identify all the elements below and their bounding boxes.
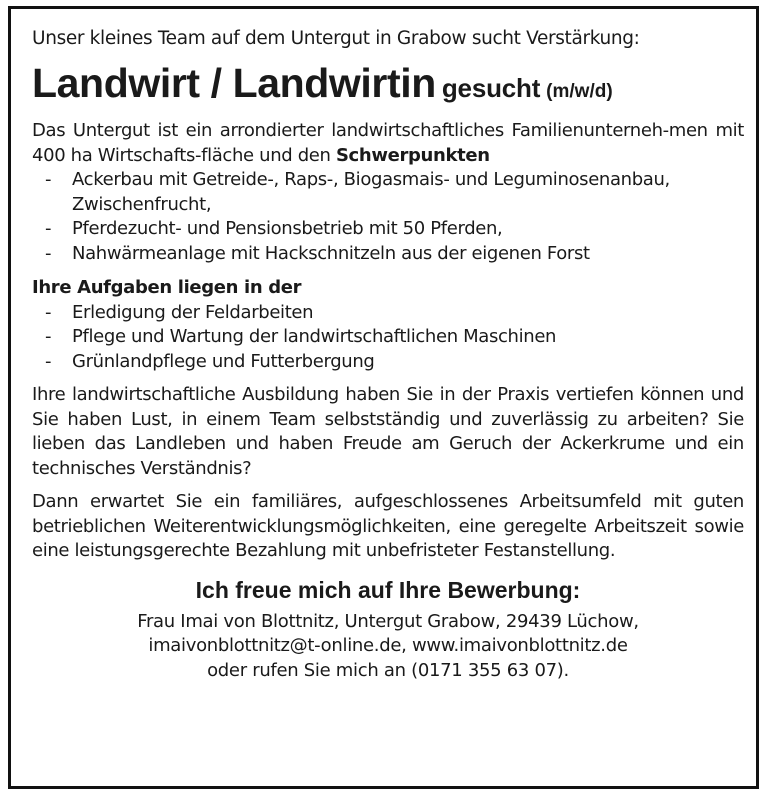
offer-paragraph: Dann erwartet Sie ein familiäres, aufgeschlossenes Arbeitsumfeld mit guten betrieblichen Weiterentwicklungsmöglichkeiten, eine geregelte Arbeitszeit sowie eine leistungsgerechte Bezahlung mit unbefristeter Festanstellung. (32, 491, 744, 561)
job-title: Landwirt / Landwirtin (32, 60, 436, 106)
dash-bullet: - (45, 301, 52, 323)
ad-frame (8, 6, 759, 789)
focus-list (32, 168, 744, 266)
dash-bullet: - (45, 326, 52, 347)
profile-paragraph: Ihre landwirtschaftliche Ausbildung haben Sie in der Praxis vertiefen können und Sie haben Lust, in einem Team selbstständig und zuverlässig zu arbeiten? Sie lieben das Landleben und haben Freude am Geruch der Ackerkrume und ein technisches Verständnis? (32, 384, 744, 479)
job-headline (32, 57, 744, 109)
list-item (32, 168, 744, 217)
list-item-text: Pflege und Wartung der landwirtschaftlichen Maschinen (72, 326, 557, 347)
dash-bullet: - (45, 169, 52, 190)
list-item (32, 325, 744, 350)
gender-note: (m/w/d) (546, 81, 613, 102)
focus-label: Schwerpunkten (335, 144, 490, 166)
contact-address: Frau Imai von Blottnitz, Untergut Grabow, 29439 Lüchow, (137, 610, 639, 632)
company-text: Das Untergut ist ein arrondierter landwirtschaftliches Familienunterneh-men mit 400 ha Wirtschafts-fläche und den (32, 120, 744, 166)
tasks-heading: Ihre Aufgaben liegen in der (32, 277, 302, 298)
list-item-text: Ackerbau mit Getreide-, Raps-, Biogasmais- und Leguminosenanbau, Zwischenfrucht, (72, 169, 670, 215)
list-item (32, 242, 744, 267)
contact-phone: oder rufen Sie mich an (0171 355 63 07). (207, 659, 569, 681)
contact-web: imaivonblottnitz@t-online.de, www.imaivonblottnitz.de (148, 635, 628, 656)
closing-heading: Ich freue mich auf Ihre Bewerbung: (195, 576, 581, 603)
list-item-text: Grünlandpflege und Futterbergung (72, 350, 375, 372)
dash-bullet: - (45, 242, 52, 264)
ad-content (32, 27, 744, 683)
dash-bullet: - (45, 350, 52, 372)
list-item-text: Nahwärmeanlage mit Hackschnitzeln aus der eigenen Forst (72, 242, 590, 264)
headline-suffix: gesucht (441, 73, 541, 103)
list-item-text: Pferdezucht- und Pensionsbetrieb mit 50 Pferden, (72, 218, 503, 239)
company-description (32, 119, 744, 168)
list-item-text: Erledigung der Feldarbeiten (72, 301, 314, 323)
list-item (32, 301, 744, 326)
intro-line: Unser kleines Team auf dem Untergut in Grabow sucht Verstärkung: (32, 28, 640, 49)
tasks-list (32, 301, 744, 375)
dash-bullet: - (45, 218, 52, 239)
list-item (32, 350, 744, 375)
list-item (32, 217, 744, 242)
